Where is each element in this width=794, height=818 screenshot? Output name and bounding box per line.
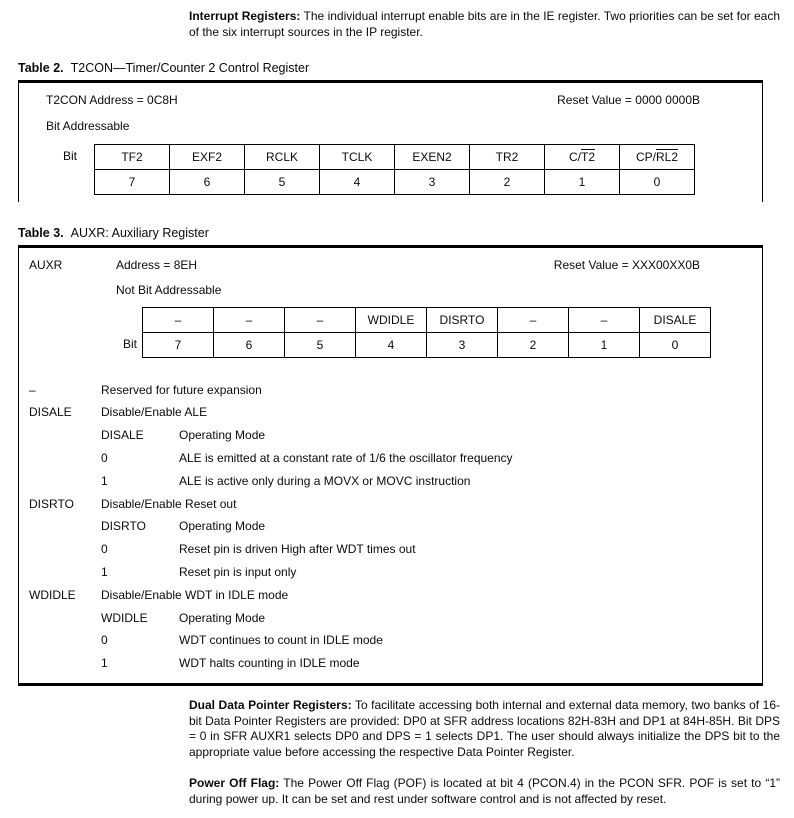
def-row <box>19 447 762 470</box>
def-row <box>19 424 762 447</box>
bit-name-cell <box>545 145 620 170</box>
bit-name: C/ <box>568 150 581 165</box>
def-text: WDT halts counting in IDLE mode <box>179 656 360 671</box>
table2-caption-number: Table 2. <box>18 61 64 76</box>
bit-name-cell <box>170 145 245 170</box>
def-text: Operating Mode <box>179 519 266 534</box>
def-text: Reset pin is input only <box>179 564 297 579</box>
bit-name: RCLK <box>265 150 298 165</box>
table2-caption <box>18 61 794 75</box>
def-sub: 0 <box>101 450 108 465</box>
def-sub: WDIDLE <box>101 610 148 625</box>
bit-name: EXEN2 <box>412 150 452 165</box>
table3-bottom-rule <box>18 683 763 686</box>
bit-name-cell: – <box>214 307 285 332</box>
interrupt-registers-label: Interrupt Registers: <box>189 9 301 23</box>
def-sub: DISRTO <box>101 519 146 534</box>
def-sub: DISALE <box>101 428 144 443</box>
bit-name-overline: T2 <box>580 150 595 165</box>
bit-name: TR2 <box>495 150 519 165</box>
table2-bit-numbers-row <box>95 170 695 195</box>
def-row <box>19 493 762 516</box>
bit-number-cell: 2 <box>498 332 569 357</box>
bit-name-cell <box>395 145 470 170</box>
def-sub: Disable/Enable ALE <box>101 405 208 420</box>
bit-name: TF2 <box>121 150 143 165</box>
def-text: Reset pin is driven High after WDT times out <box>179 542 416 557</box>
table3-bit-definitions <box>19 379 762 683</box>
table3-bit-table <box>142 307 711 358</box>
def-sub: Disable/Enable Reset out <box>101 496 237 511</box>
t2con-reset-value: Reset Value = 0000 0000B <box>557 93 700 108</box>
def-row <box>19 561 762 584</box>
table2-bit-table <box>94 144 695 195</box>
bit-number-cell: 4 <box>356 332 427 357</box>
auxr-not-bit-addressable: Not Bit Addressable <box>116 282 222 297</box>
def-sub: 1 <box>101 473 108 488</box>
auxr-reset-value: Reset Value = XXX00XX0B <box>553 258 700 273</box>
table3-caption-title: AUXR: Auxiliary Register <box>70 226 209 241</box>
def-term: DISRTO <box>29 496 74 511</box>
bottom-paragraphs <box>189 698 780 808</box>
bit-number-cell: 0 <box>620 170 695 195</box>
table3-register-box <box>18 248 763 683</box>
def-text: Operating Mode <box>179 610 266 625</box>
bit-name: CP/ <box>635 150 656 165</box>
def-text: WDT continues to count in IDLE mode <box>179 633 383 648</box>
def-term: – <box>29 382 36 397</box>
def-term: WDIDLE <box>29 587 76 602</box>
table3-bit-strip <box>19 307 762 358</box>
interrupt-registers-paragraph <box>189 9 780 40</box>
bit-number-cell: 6 <box>170 170 245 195</box>
def-sub: 0 <box>101 542 108 557</box>
bit-number-cell: 5 <box>285 332 356 357</box>
table3-caption <box>18 226 794 240</box>
def-row <box>19 652 762 675</box>
bit-number-cell: 1 <box>545 170 620 195</box>
def-row <box>19 629 762 652</box>
bit-name-cell <box>320 145 395 170</box>
def-row <box>19 401 762 424</box>
def-row <box>19 584 762 607</box>
def-row <box>19 607 762 630</box>
bit-name-overline: RL2 <box>656 150 679 165</box>
bit-number-cell: 0 <box>640 332 711 357</box>
bit-number-cell: 3 <box>427 332 498 357</box>
bit-name-cell: – <box>143 307 214 332</box>
bit-name: TCLK <box>341 150 373 165</box>
dual-data-pointer-text: To facilitate accessing both internal and external data memory, two banks of 16-bit Data Pointer Registers are provided: DP0 at SFR address locations 82H-83H and DP1 at 84H-85H. Bit DPS = 0 in SFR AUXR1 selects DP0 and DPS = 1 selects DP1. The user should always initialize the DPS bit to the appropriate value before accessing the respective Data Pointer Register. <box>189 697 780 759</box>
auxr-address: Address = 8EH <box>116 258 198 273</box>
def-row <box>19 538 762 561</box>
def-sub: Reserved for future expansion <box>101 382 262 397</box>
bit-name-cell: – <box>285 307 356 332</box>
interrupt-registers-text: The individual interrupt enable bits are in the IE register. Two priorities can be set for each of the six interrupt sources in the IP register. <box>189 9 781 39</box>
bit-name-cell <box>245 145 320 170</box>
table2-bit-names-row <box>95 145 695 170</box>
def-text: ALE is active only during a MOVX or MOVC instruction <box>179 473 471 488</box>
dual-data-pointer-paragraph <box>189 698 780 760</box>
table2-addressable-row <box>19 109 762 135</box>
table2-bit-label: Bit <box>62 149 77 164</box>
bit-name-cell: WDIDLE <box>356 307 427 332</box>
bit-name-cell <box>470 145 545 170</box>
bit-name-cell: – <box>569 307 640 332</box>
bit-name-cell <box>620 145 695 170</box>
def-row <box>19 379 762 402</box>
dual-data-pointer-label: Dual Data Pointer Registers: <box>189 697 352 712</box>
table2-address-row <box>19 83 762 109</box>
def-sub: 0 <box>101 633 108 648</box>
def-term: DISALE <box>29 405 72 420</box>
bit-name-cell: DISRTO <box>427 307 498 332</box>
bit-number-cell: 5 <box>245 170 320 195</box>
bit-number-cell: 2 <box>470 170 545 195</box>
bit-name-cell: DISALE <box>640 307 711 332</box>
def-text: Operating Mode <box>179 428 266 443</box>
table3-addressable-row <box>19 274 762 299</box>
bit-name-cell <box>95 145 170 170</box>
bit-number-cell: 7 <box>143 332 214 357</box>
table3-address-row <box>19 248 762 274</box>
table3-bit-label: Bit <box>122 336 137 351</box>
power-off-flag-label: Power Off Flag: <box>189 776 280 791</box>
table3-caption-number: Table 3. <box>18 226 64 241</box>
bit-number-cell: 7 <box>95 170 170 195</box>
def-sub: Disable/Enable WDT in IDLE mode <box>101 587 289 602</box>
def-sub: 1 <box>101 656 108 671</box>
bit-number-cell: 1 <box>569 332 640 357</box>
table2-caption-title: T2CON—Timer/Counter 2 Control Register <box>70 61 310 76</box>
def-row <box>19 515 762 538</box>
def-row <box>19 470 762 493</box>
bit-number-cell: 6 <box>214 332 285 357</box>
auxr-register-name: AUXR <box>29 258 63 273</box>
bit-number-cell: 3 <box>395 170 470 195</box>
t2con-address: T2CON Address = 0C8H <box>46 93 178 108</box>
bit-name-cell: – <box>498 307 569 332</box>
power-off-flag-paragraph <box>189 776 780 807</box>
bit-number-cell: 4 <box>320 170 395 195</box>
table3-bit-names-row <box>143 307 711 332</box>
table3-bit-numbers-row <box>143 332 711 357</box>
table2-bit-strip <box>19 144 762 195</box>
power-off-flag-text: The Power Off Flag (POF) is located at bit 4 (PCON.4) in the PCON SFR. POF is set to “1” during power up. It can be set and rest under software control and is not affected by reset. <box>189 776 781 806</box>
def-sub: 1 <box>101 564 108 579</box>
def-text: ALE is emitted at a constant rate of 1/6 the oscillator frequency <box>179 450 513 465</box>
t2con-bit-addressable: Bit Addressable <box>46 118 130 133</box>
table2-register-box <box>18 83 763 202</box>
bit-name: EXF2 <box>191 150 222 165</box>
